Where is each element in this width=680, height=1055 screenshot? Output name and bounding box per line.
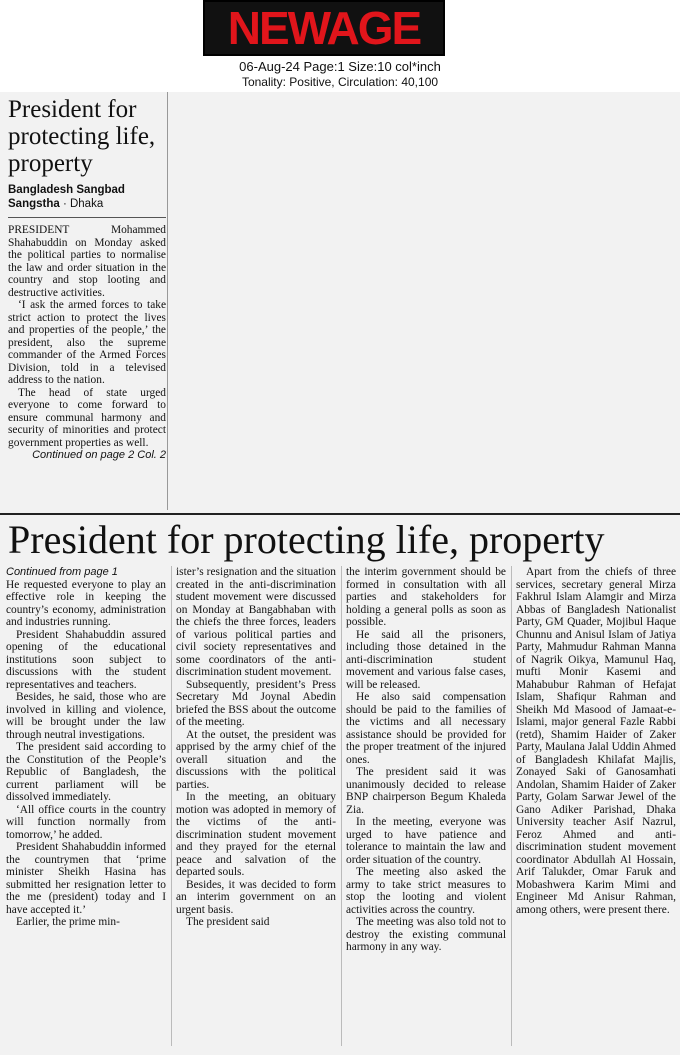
jump-paragraph: Besides, it was decided to form an interim government on an urgent basis. [176, 878, 336, 916]
column-rule [167, 92, 168, 510]
jump-paragraph: Apart from the chiefs of three services, secretary general Mirza Fakhrul Islam Alamgir and Mirza Abbas of Bangladesh Nationalist Party, GM Quader, Mojibul Haque Chunnu and Anisul Islam of Jatiya Party, Mahmudur Rahman Manna of Nagrik Oikya, Mamunul Haq, mufti Monir Kasemi and Mahabubur Rahman of Hefajat Islam, Shafiqur Rahman and Sheikh Md Masood of Jamaat-e-Islami, major general Fazle Rabbi (retd), Shamim Haider of Zaker Party, Maulana Jalal Uddin Ahmed of Bangladesh Khilafat Majlis, Zonayed Saki of Ganosamhati Andolan, Shamim Haider of Zaker Party, Golam Sarwar Jewel of the Gano Adiker Parishad, Dhaka University teacher Asif Nazrul, Feroz Ahmed and anti-discrimination student movement coordinator Abdullah Al Hossain, Arif Talukder, Omar Faruk and Mobashwera Karim Mimi and Engineer Md Anisur Rahman, among others, were present there. [516, 566, 676, 916]
continued-from: Continued from page 1 [6, 566, 118, 578]
jump-headline: President for protecting life, property [8, 517, 605, 562]
logo-text: NEWAGE [227, 2, 421, 54]
continued-note: Continued on page 2 Col. 2 [32, 449, 166, 461]
front-headline: President for protecting life, property [8, 96, 156, 177]
front-paragraph: The head of state urged everyone to come forward to ensure communal harmony and security of minorities and protect government properties as well. [8, 386, 166, 449]
jump-column-2 [176, 566, 336, 929]
front-page-article [8, 96, 166, 462]
jump-paragraph: President Shahabuddin informed the countrymen that ‘prime minister Sheikh Hasina has submitted her resignation letter to the me (president) today and I have accepted it.’ [6, 841, 166, 916]
column-rule [341, 566, 342, 1046]
jump-paragraph: At the outset, the president was apprised by the army chief of the overall situation and the discussions with the political parties. [176, 728, 336, 791]
byline [8, 183, 166, 211]
jump-paragraph: In the meeting, everyone was urged to have patience and tolerance to maintain the law and order situation of the country. [346, 816, 506, 866]
jump-column-3 [346, 566, 506, 954]
clip-meta-tonality: Tonality: Positive, Circulation: 40,100 [241, 75, 439, 89]
jump-paragraph: Earlier, the prime min- [16, 916, 120, 928]
jump-paragraph: The president said it was unanimously decided to release BNP chairperson Begum Khaleda Zia. [346, 766, 506, 816]
jump-paragraph: The meeting was also told not to destroy the existing communal harmony in any way. [346, 916, 506, 953]
byline-agency: Bangladesh Sangbad Sangstha [8, 184, 125, 210]
newspaper-logo [203, 0, 445, 56]
jump-paragraph: the interim government should be formed in consultation with all parties and stakeholders for holding a general polls as soon as possible. [346, 566, 506, 628]
jump-paragraph: He also said compensation should be paid to the families of the victims and all necessary assistance should be provided for the proper treatment of the injured ones. [346, 691, 506, 766]
jump-paragraph: The president said [186, 916, 270, 928]
column-rule [511, 566, 512, 1046]
jump-paragraph: Besides, he said, those who are involved in killing and violence, will be brought under the law through neutral investigations. [6, 691, 166, 741]
jump-paragraph: President Shahabuddin assured opening of the educational institutions soon subject to discussions with the student representatives and teachers. [6, 628, 166, 691]
jump-paragraph: Subsequently, president’s Press Secretary Md Joynal Abedin briefed the BSS about the outcome of the meeting. [176, 678, 336, 728]
jump-paragraph: The meeting also asked the army to take strict measures to stop the looting and violent activities across the country. [346, 866, 506, 916]
clip-meta-date: 06-Aug-24 Page:1 Size:10 col*inch [239, 59, 441, 74]
jump-paragraph: He requested everyone to play an effective role in keeping the country’s economy, administration and industries running. [6, 578, 166, 628]
jump-paragraph: ‘All office courts in the country will function normally from tomorrow,’ he added. [6, 803, 166, 841]
front-paragraph: PRESIDENT Mohammed Shahabuddin on Monday asked the political parties to normalise the law and order situation in the country and stop looting and destructive activities. [8, 224, 166, 299]
jump-paragraph: ister’s resignation and the situation created in the anti-discrimination student movement were discussed on Monday at Bangabhaban with the chiefs the three forces, leaders of various political parties and civil society representatives and some coordinators of the anti-discrimination student movement. [176, 566, 336, 678]
jump-column-4 [516, 566, 676, 916]
jump-paragraph: He said all the prisoners, including those detained in the anti-discrimination student movement and various false cases, will be released. [346, 628, 506, 691]
byline-divider [8, 217, 166, 218]
front-paragraph: ‘I ask the armed forces to take strict action to protect the lives and properties of the people,’ the president, also the supreme commander of the Armed Forces Division, told in a televised address to the nation. [8, 299, 166, 386]
byline-location: · Dhaka [59, 198, 104, 210]
column-rule [171, 566, 172, 1046]
jump-column-1 [6, 566, 166, 929]
section-rule [0, 513, 680, 515]
jump-paragraph: The president said according to the Constitution of the People’s Republic of Bangladesh, the current parliament will be dissolved immediately. [6, 741, 166, 803]
jump-paragraph: In the meeting, an obituary motion was adopted in memory of the victims of the anti-discrimination student movement and they prayed for the eternal peace and salvation of the departed souls. [176, 791, 336, 878]
